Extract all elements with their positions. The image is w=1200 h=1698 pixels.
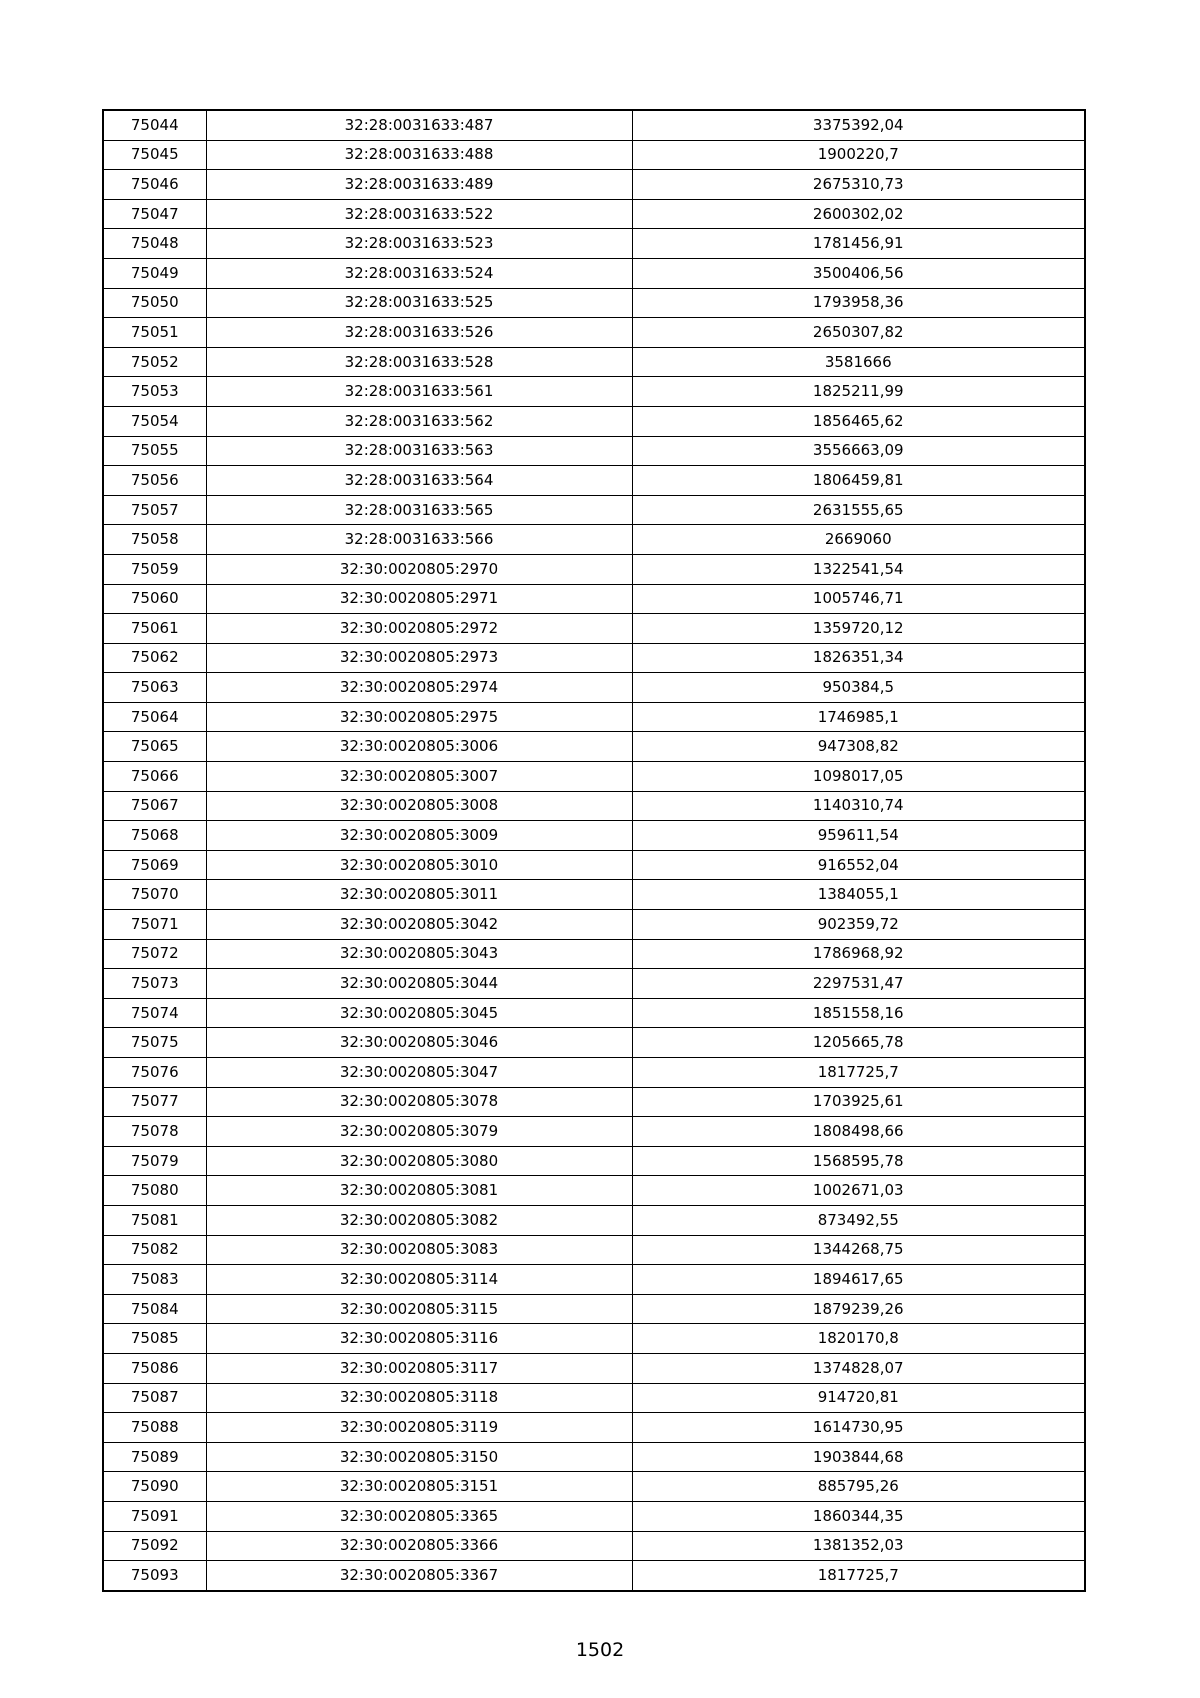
- value-cell: 2675310,73: [632, 170, 1085, 200]
- cadastral-number-cell: 32:28:0031633:487: [206, 110, 632, 140]
- table-row: [103, 1324, 1085, 1354]
- row-number-cell: 75073: [103, 969, 206, 999]
- row-number-cell: 75066: [103, 762, 206, 792]
- table-row: [103, 554, 1085, 584]
- table-row: [103, 1176, 1085, 1206]
- cadastral-number-cell: 32:30:0020805:2975: [206, 702, 632, 732]
- row-number-cell: 75085: [103, 1324, 206, 1354]
- cadastral-number-cell: 32:30:0020805:3080: [206, 1146, 632, 1176]
- value-cell: 902359,72: [632, 910, 1085, 940]
- table-row: [103, 969, 1085, 999]
- cadastral-number-cell: 32:28:0031633:522: [206, 199, 632, 229]
- row-number-cell: 75065: [103, 732, 206, 762]
- cadastral-number-cell: 32:30:0020805:3010: [206, 850, 632, 880]
- row-number-cell: 75063: [103, 673, 206, 703]
- table-row: [103, 1087, 1085, 1117]
- cadastral-number-cell: 32:30:0020805:3117: [206, 1353, 632, 1383]
- value-cell: 1205665,78: [632, 1028, 1085, 1058]
- row-number-cell: 75050: [103, 288, 206, 318]
- cadastral-number-cell: 32:30:0020805:2970: [206, 554, 632, 584]
- cadastral-number-cell: 32:28:0031633:566: [206, 525, 632, 555]
- value-cell: 1820170,8: [632, 1324, 1085, 1354]
- value-cell: 1851558,16: [632, 998, 1085, 1028]
- table-row: [103, 939, 1085, 969]
- cadastral-number-cell: 32:28:0031633:562: [206, 406, 632, 436]
- cadastral-number-cell: 32:30:0020805:3079: [206, 1117, 632, 1147]
- row-number-cell: 75072: [103, 939, 206, 969]
- value-cell: 1856465,62: [632, 406, 1085, 436]
- row-number-cell: 75056: [103, 466, 206, 496]
- row-number-cell: 75048: [103, 229, 206, 259]
- row-number-cell: 75084: [103, 1294, 206, 1324]
- cadastral-number-cell: 32:30:0020805:3367: [206, 1561, 632, 1591]
- row-number-cell: 75086: [103, 1353, 206, 1383]
- table-row: [103, 1472, 1085, 1502]
- page-number: 1502: [575, 1639, 625, 1661]
- table-row: [103, 525, 1085, 555]
- table-row: [103, 1235, 1085, 1265]
- value-cell: 1614730,95: [632, 1413, 1085, 1443]
- cadastral-number-cell: 32:30:0020805:3006: [206, 732, 632, 762]
- table-row: [103, 288, 1085, 318]
- table-row: [103, 1353, 1085, 1383]
- value-cell: 1140310,74: [632, 791, 1085, 821]
- cadastral-number-cell: 32:28:0031633:528: [206, 347, 632, 377]
- row-number-cell: 75087: [103, 1383, 206, 1413]
- cadastral-number-cell: 32:30:0020805:3366: [206, 1531, 632, 1561]
- value-cell: 1894617,65: [632, 1265, 1085, 1295]
- row-number-cell: 75093: [103, 1561, 206, 1591]
- cadastral-number-cell: 32:30:0020805:3007: [206, 762, 632, 792]
- table-row: [103, 791, 1085, 821]
- row-number-cell: 75049: [103, 258, 206, 288]
- row-number-cell: 75080: [103, 1176, 206, 1206]
- table-row: [103, 1058, 1085, 1088]
- row-number-cell: 75092: [103, 1531, 206, 1561]
- value-cell: 1786968,92: [632, 939, 1085, 969]
- cadastral-number-cell: 32:30:0020805:3365: [206, 1501, 632, 1531]
- row-number-cell: 75062: [103, 643, 206, 673]
- value-cell: 1344268,75: [632, 1235, 1085, 1265]
- row-number-cell: 75046: [103, 170, 206, 200]
- table-row: [103, 584, 1085, 614]
- row-number-cell: 75075: [103, 1028, 206, 1058]
- value-cell: 950384,5: [632, 673, 1085, 703]
- row-number-cell: 75045: [103, 140, 206, 170]
- value-cell: 1746985,1: [632, 702, 1085, 732]
- table-row: [103, 258, 1085, 288]
- row-number-cell: 75083: [103, 1265, 206, 1295]
- table-row: [103, 1413, 1085, 1443]
- value-cell: 2669060: [632, 525, 1085, 555]
- table-row: [103, 673, 1085, 703]
- value-cell: 1817725,7: [632, 1058, 1085, 1088]
- table-row: [103, 1028, 1085, 1058]
- cadastral-number-cell: 32:30:0020805:3044: [206, 969, 632, 999]
- value-cell: 914720,81: [632, 1383, 1085, 1413]
- row-number-cell: 75089: [103, 1442, 206, 1472]
- value-cell: 1322541,54: [632, 554, 1085, 584]
- value-cell: 1793958,36: [632, 288, 1085, 318]
- table-row: [103, 1442, 1085, 1472]
- value-cell: 873492,55: [632, 1205, 1085, 1235]
- cadastral-number-cell: 32:30:0020805:3151: [206, 1472, 632, 1502]
- row-number-cell: 75057: [103, 495, 206, 525]
- cadastral-number-cell: 32:28:0031633:561: [206, 377, 632, 407]
- row-number-cell: 75051: [103, 318, 206, 348]
- value-cell: 1903844,68: [632, 1442, 1085, 1472]
- table-row: [103, 614, 1085, 644]
- value-cell: 959611,54: [632, 821, 1085, 851]
- value-cell: 1781456,91: [632, 229, 1085, 259]
- row-number-cell: 75069: [103, 850, 206, 880]
- value-cell: 1900220,7: [632, 140, 1085, 170]
- value-cell: 1825211,99: [632, 377, 1085, 407]
- value-cell: 3581666: [632, 347, 1085, 377]
- row-number-cell: 75074: [103, 998, 206, 1028]
- row-number-cell: 75090: [103, 1472, 206, 1502]
- data-table: [102, 109, 1086, 1592]
- table-row: [103, 495, 1085, 525]
- value-cell: 2631555,65: [632, 495, 1085, 525]
- value-cell: 1703925,61: [632, 1087, 1085, 1117]
- cadastral-number-cell: 32:30:0020805:2973: [206, 643, 632, 673]
- cadastral-number-cell: 32:30:0020805:2972: [206, 614, 632, 644]
- table-row: [103, 910, 1085, 940]
- cadastral-number-cell: 32:30:0020805:3009: [206, 821, 632, 851]
- cadastral-number-cell: 32:30:0020805:3081: [206, 1176, 632, 1206]
- table-row: [103, 1501, 1085, 1531]
- table-row: [103, 466, 1085, 496]
- cadastral-number-cell: 32:28:0031633:525: [206, 288, 632, 318]
- value-cell: 1002671,03: [632, 1176, 1085, 1206]
- cadastral-number-cell: 32:30:0020805:3045: [206, 998, 632, 1028]
- row-number-cell: 75061: [103, 614, 206, 644]
- value-cell: 1568595,78: [632, 1146, 1085, 1176]
- row-number-cell: 75064: [103, 702, 206, 732]
- table-row: [103, 732, 1085, 762]
- table-row: [103, 1294, 1085, 1324]
- value-cell: 1826351,34: [632, 643, 1085, 673]
- table-row: [103, 1531, 1085, 1561]
- table-row: [103, 1205, 1085, 1235]
- cadastral-number-cell: 32:28:0031633:565: [206, 495, 632, 525]
- cadastral-number-cell: 32:30:0020805:3046: [206, 1028, 632, 1058]
- cadastral-number-cell: 32:30:0020805:2971: [206, 584, 632, 614]
- cadastral-number-cell: 32:30:0020805:3115: [206, 1294, 632, 1324]
- value-cell: 885795,26: [632, 1472, 1085, 1502]
- value-cell: 3556663,09: [632, 436, 1085, 466]
- cadastral-number-cell: 32:30:0020805:3043: [206, 939, 632, 969]
- row-number-cell: 75067: [103, 791, 206, 821]
- value-cell: 1005746,71: [632, 584, 1085, 614]
- cadastral-number-cell: 32:30:0020805:3118: [206, 1383, 632, 1413]
- cadastral-number-cell: 32:28:0031633:564: [206, 466, 632, 496]
- row-number-cell: 75091: [103, 1501, 206, 1531]
- row-number-cell: 75070: [103, 880, 206, 910]
- cadastral-number-cell: 32:28:0031633:563: [206, 436, 632, 466]
- row-number-cell: 75088: [103, 1413, 206, 1443]
- row-number-cell: 75071: [103, 910, 206, 940]
- row-number-cell: 75054: [103, 406, 206, 436]
- value-cell: 1879239,26: [632, 1294, 1085, 1324]
- row-number-cell: 75060: [103, 584, 206, 614]
- cadastral-number-cell: 32:30:0020805:3119: [206, 1413, 632, 1443]
- value-cell: 1384055,1: [632, 880, 1085, 910]
- cadastral-number-cell: 32:30:0020805:3011: [206, 880, 632, 910]
- cadastral-number-cell: 32:28:0031633:526: [206, 318, 632, 348]
- table-row: [103, 1383, 1085, 1413]
- value-cell: 1098017,05: [632, 762, 1085, 792]
- table-row: [103, 1561, 1085, 1591]
- cadastral-number-cell: 32:30:0020805:3083: [206, 1235, 632, 1265]
- value-cell: 2297531,47: [632, 969, 1085, 999]
- row-number-cell: 75053: [103, 377, 206, 407]
- row-number-cell: 75078: [103, 1117, 206, 1147]
- table-row: [103, 821, 1085, 851]
- table-row: [103, 436, 1085, 466]
- value-cell: 947308,82: [632, 732, 1085, 762]
- table-row: [103, 1146, 1085, 1176]
- value-cell: 3375392,04: [632, 110, 1085, 140]
- value-cell: 3500406,56: [632, 258, 1085, 288]
- row-number-cell: 75077: [103, 1087, 206, 1117]
- value-cell: 1359720,12: [632, 614, 1085, 644]
- cadastral-number-cell: 32:30:0020805:3114: [206, 1265, 632, 1295]
- row-number-cell: 75059: [103, 554, 206, 584]
- row-number-cell: 75076: [103, 1058, 206, 1088]
- row-number-cell: 75052: [103, 347, 206, 377]
- table-row: [103, 140, 1085, 170]
- row-number-cell: 75079: [103, 1146, 206, 1176]
- table-row: [103, 347, 1085, 377]
- table-row: [103, 702, 1085, 732]
- value-cell: 2600302,02: [632, 199, 1085, 229]
- value-cell: 1806459,81: [632, 466, 1085, 496]
- value-cell: 1817725,7: [632, 1561, 1085, 1591]
- value-cell: 916552,04: [632, 850, 1085, 880]
- cadastral-number-cell: 32:28:0031633:523: [206, 229, 632, 259]
- cadastral-number-cell: 32:30:0020805:2974: [206, 673, 632, 703]
- row-number-cell: 75082: [103, 1235, 206, 1265]
- table-row: [103, 998, 1085, 1028]
- cadastral-number-cell: 32:30:0020805:3008: [206, 791, 632, 821]
- cadastral-number-cell: 32:30:0020805:3042: [206, 910, 632, 940]
- row-number-cell: 75058: [103, 525, 206, 555]
- table-row: [103, 170, 1085, 200]
- value-cell: 1381352,03: [632, 1531, 1085, 1561]
- table-row: [103, 762, 1085, 792]
- cadastral-number-cell: 32:30:0020805:3150: [206, 1442, 632, 1472]
- row-number-cell: 75068: [103, 821, 206, 851]
- cadastral-number-cell: 32:28:0031633:524: [206, 258, 632, 288]
- table-row: [103, 199, 1085, 229]
- table-row: [103, 880, 1085, 910]
- table-body: [103, 110, 1085, 1591]
- table-row: [103, 1265, 1085, 1295]
- value-cell: 1860344,35: [632, 1501, 1085, 1531]
- row-number-cell: 75044: [103, 110, 206, 140]
- row-number-cell: 75047: [103, 199, 206, 229]
- cadastral-number-cell: 32:30:0020805:3082: [206, 1205, 632, 1235]
- value-cell: 2650307,82: [632, 318, 1085, 348]
- cadastral-number-cell: 32:28:0031633:489: [206, 170, 632, 200]
- table-row: [103, 229, 1085, 259]
- cadastral-number-cell: 32:30:0020805:3047: [206, 1058, 632, 1088]
- table-row: [103, 110, 1085, 140]
- table-row: [103, 377, 1085, 407]
- row-number-cell: 75081: [103, 1205, 206, 1235]
- value-cell: 1374828,07: [632, 1353, 1085, 1383]
- table-row: [103, 643, 1085, 673]
- value-cell: 1808498,66: [632, 1117, 1085, 1147]
- table-row: [103, 406, 1085, 436]
- table-row: [103, 1117, 1085, 1147]
- cadastral-number-cell: 32:30:0020805:3078: [206, 1087, 632, 1117]
- row-number-cell: 75055: [103, 436, 206, 466]
- cadastral-number-cell: 32:28:0031633:488: [206, 140, 632, 170]
- cadastral-number-cell: 32:30:0020805:3116: [206, 1324, 632, 1354]
- table-row: [103, 850, 1085, 880]
- table-row: [103, 318, 1085, 348]
